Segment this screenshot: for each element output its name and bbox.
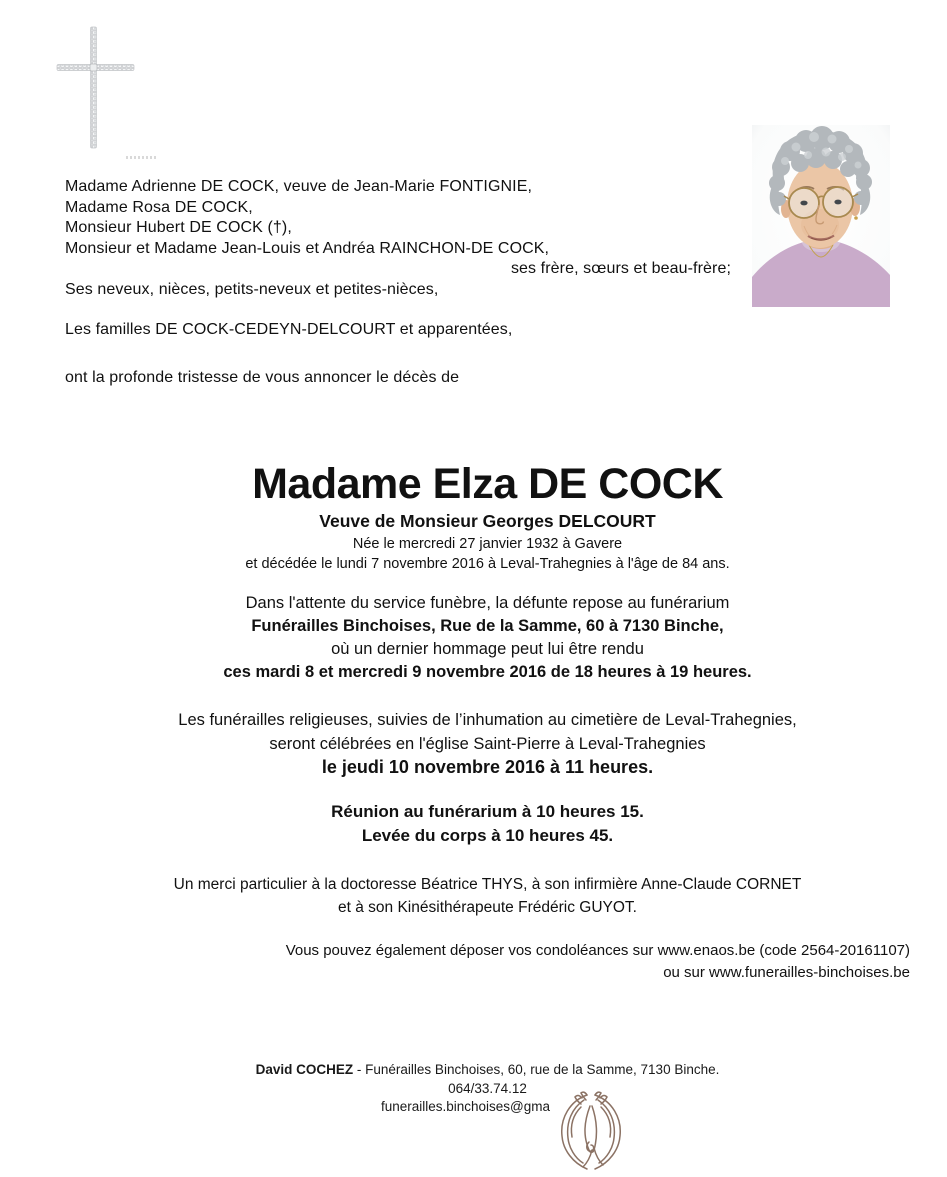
deceased-block (65, 462, 910, 574)
family-line: Monsieur Hubert DE COCK (†), (65, 219, 292, 237)
family-line: Madame Adrienne DE COCK, veuve de Jean-Marie FONTIGNIE, (65, 178, 533, 195)
diamond-cross-icon (56, 26, 136, 152)
family-line: Madame Rosa DE COCK, (65, 198, 253, 216)
ceremony-line: Les funérailles religieuses, suivies de l’inhumation au cimetière de Leval-Trahegnies, (178, 711, 797, 729)
deceased-subtitle: Veuve de Monsieur Georges DELCOURT (319, 511, 656, 531)
deceased-portrait-photo (752, 125, 890, 307)
relation-line: ses frère, sœurs et beau-frère; (510, 260, 731, 278)
family-line: Monsieur et Madame Jean-Louis et Andréa RAINCHON-DE COCK, (65, 239, 550, 257)
death-line: et décédée le lundi 7 novembre 2016 à Leval-Trahegnies à l'âge de 84 ans. (245, 556, 730, 572)
body-removal-time: Levée du corps à 10 heures 45. (361, 825, 614, 845)
footer (65, 1061, 910, 1117)
funerarium-visiting-hours: ces mardi 8 et mercredi 9 novembre 2016 de 18 heures à 19 heures. (223, 663, 752, 681)
deceased-name-title: Madame Elza DE COCK (252, 460, 723, 508)
condolences-paragraph (65, 940, 910, 983)
nephews-line: Ses neveux, nièces, petits-neveux et petites-nièces, (65, 280, 439, 298)
family-announcement (65, 177, 731, 301)
meeting-time: Réunion au funérarium à 10 heures 15. (331, 802, 644, 821)
condolences-line: Vous pouvez également déposer vos condoléances sur www.enaos.be (code 2564-20161107) (285, 942, 910, 959)
footer-address-line (65, 1061, 910, 1080)
ceremony-line: seront célébrées en l'église Saint-Pierre à Leval-Trahegnies (269, 734, 706, 753)
schedule-paragraph (65, 800, 910, 847)
thanks-line: et à son Kinésithérapeute Frédéric GUYOT. (338, 899, 637, 916)
funerarium-line: où un dernier hommage peut lui être rendu (331, 640, 644, 658)
earring (854, 216, 858, 220)
watermark-smudge (126, 156, 158, 159)
funerarium-paragraph (65, 592, 910, 684)
ceremony-paragraph (65, 709, 910, 780)
birth-line: Née le mercredi 27 janvier 1932 à Gavere (352, 536, 623, 552)
thanks-paragraph (65, 873, 910, 919)
families-line: Les familles DE COCK-CEDEYN-DELCOURT et apparentées, (65, 321, 513, 338)
thanks-line: Un merci particulier à la doctoresse Béatrice THYS, à son infirmière Anne-Claude CORNET (173, 876, 802, 893)
cross-vertical-bar (91, 27, 97, 148)
footer-address: - Funérailles Binchoises, 60, rue de la Samme, 7130 Binche. (353, 1062, 720, 1077)
funerarium-line: Dans l'attente du service funèbre, la défunte repose au funérarium (245, 594, 730, 612)
director-name: David COCHEZ (255, 1062, 354, 1077)
footer-email: funerailles.binchoises@gma (380, 1099, 551, 1114)
ceremony-date: le jeudi 10 novembre 2016 à 11 heures. (321, 757, 654, 777)
funerarium-address: Funérailles Binchoises, Rue de la Samme, 60 à 7130 Binche, (251, 617, 724, 635)
funeral-home-logo (556, 1090, 626, 1172)
announce-line: ont la profonde tristesse de vous annoncer le décès de (65, 369, 460, 386)
footer-phone: 064/33.74.12 (448, 1080, 527, 1096)
condolences-website-line: ou sur www.funerailles-binchoises.be (663, 963, 910, 981)
